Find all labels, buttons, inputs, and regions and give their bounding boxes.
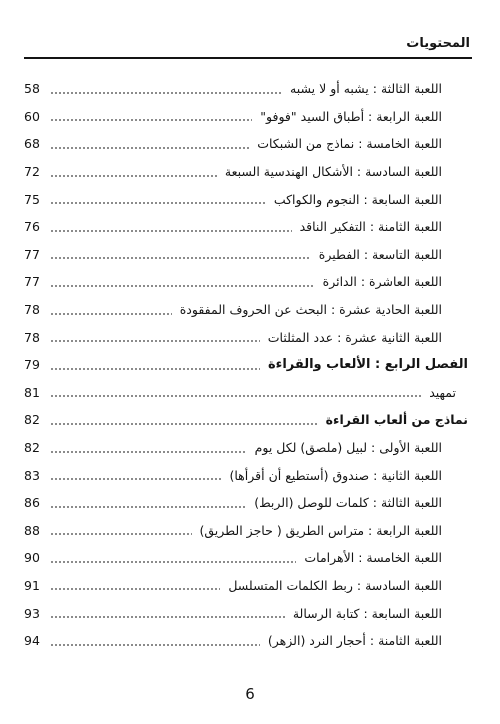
toc-entry-title: اللعبة الثامنة : أحجار النرد (الزهر) [267,633,442,649]
toc-entry-title: اللعبة السابعة : النجوم والكواكب [273,191,442,207]
toc-entry [24,544,468,572]
toc-entry [24,213,468,241]
toc-entry-page: 94 [24,633,40,649]
toc-entry-title: اللعبة الحادية عشرة : البحث عن الحروف المفقودة [179,302,442,318]
toc-entry [24,489,468,517]
toc-entry [24,461,468,489]
toc-leader-dots [50,533,192,535]
toc-leader-dots [50,368,260,370]
toc-entry [24,434,468,462]
toc-entry-page: 78 [24,302,40,318]
toc-entry-page: 60 [24,108,40,124]
toc-entry [24,296,468,324]
header-divider [24,57,472,59]
toc-entry-title: اللعبة السادسة : الأشكال الهندسية السبعة [224,164,442,180]
toc-entry-title: تمهيد [429,384,456,400]
toc-entry-page: 79 [24,357,40,373]
toc-entry-title: اللعبة التاسعة : الفطيرة [318,246,442,262]
toc-entry [24,517,468,545]
toc-entry-page: 81 [24,384,40,400]
toc-leader-dots [50,230,292,232]
toc-entry-page: 78 [24,329,40,345]
toc-entry [24,572,468,600]
toc-entry [24,185,468,213]
toc-entry-title: اللعبة الرابعة : أطباق السيد "فوفو" [260,108,442,124]
toc-entry-page: 75 [24,191,40,207]
toc-entry [24,103,468,131]
toc-entry [24,406,468,434]
toc-entry-page: 82 [24,412,40,428]
toc-entry [24,351,468,379]
table-of-contents [24,75,468,654]
toc-entry-title: اللعبة الثانية عشرة : عدد المثلثات [267,329,442,345]
toc-leader-dots [50,478,222,480]
toc-entry-title: اللعبة الثامنة : التفكير الناقد [299,219,442,235]
toc-entry-title: نماذج من ألعاب القراءة [325,412,468,428]
toc-leader-dots [50,175,217,177]
toc-entry-page: 82 [24,440,40,456]
toc-leader-dots [50,588,220,590]
toc-entry-page: 88 [24,522,40,538]
toc-leader-dots [50,202,266,204]
toc-entry-page: 91 [24,577,40,593]
toc-entry [24,241,468,269]
toc-leader-dots [50,257,311,259]
toc-leader-dots [50,92,282,94]
toc-entry-title: اللعبة الرابعة : متراس الطريق ( حاجز الطريق) [199,522,442,538]
toc-entry [24,268,468,296]
toc-entry-page: 93 [24,605,40,621]
toc-entry-title: الفصل الرابع : الألعاب والقراءة [268,357,468,373]
toc-entry [24,158,468,186]
toc-entry [24,130,468,158]
toc-leader-dots [50,340,260,342]
toc-entry [24,627,468,655]
toc-leader-dots [50,423,318,425]
toc-entry-title: اللعبة الثانية : صندوق (أستطيع أن أقرأها) [229,467,442,483]
toc-entry-title: اللعبة الخامسة : نماذج من الشبكات [257,136,442,152]
toc-entry [24,75,468,103]
toc-entry [24,323,468,351]
toc-entry-title: اللعبة الثالثة : كلمات للوصل (الربط) [254,495,442,511]
toc-entry-page: 72 [24,164,40,180]
toc-leader-dots [50,147,249,149]
toc-entry-page: 77 [24,274,40,290]
toc-entry-page: 83 [24,467,40,483]
toc-leader-dots [50,119,252,121]
toc-entry-title: اللعبة السابعة : كتابة الرسالة [292,605,442,621]
toc-leader-dots [50,285,315,287]
toc-entry-page: 58 [24,81,40,97]
toc-leader-dots [50,451,247,453]
toc-entry [24,379,468,407]
toc-leader-dots [50,644,260,646]
toc-entry-title: اللعبة الأولى : لبيل (ملصق) لكل يوم [254,440,442,456]
toc-entry-title: اللعبة الخامسة : الأهرامات [304,550,442,566]
toc-leader-dots [50,395,421,397]
toc-entry-title: اللعبة العاشرة : الدائرة [322,274,442,290]
toc-entry-page: 77 [24,246,40,262]
toc-entry-title: اللعبة الثالثة : يشبه أو لا يشبه [290,81,442,97]
toc-leader-dots [50,561,296,563]
toc-entry-page: 76 [24,219,40,235]
page-header-title: المحتويات [406,36,470,51]
toc-entry-title: اللعبة السادسة : ربط الكلمات المتسلسل [228,577,442,593]
toc-leader-dots [50,506,246,508]
toc-entry [24,599,468,627]
toc-leader-dots [50,616,285,618]
toc-entry-page: 86 [24,495,40,511]
toc-entry-page: 90 [24,550,40,566]
toc-entry-page: 68 [24,136,40,152]
page-number: 6 [245,685,255,703]
toc-leader-dots [50,313,172,315]
